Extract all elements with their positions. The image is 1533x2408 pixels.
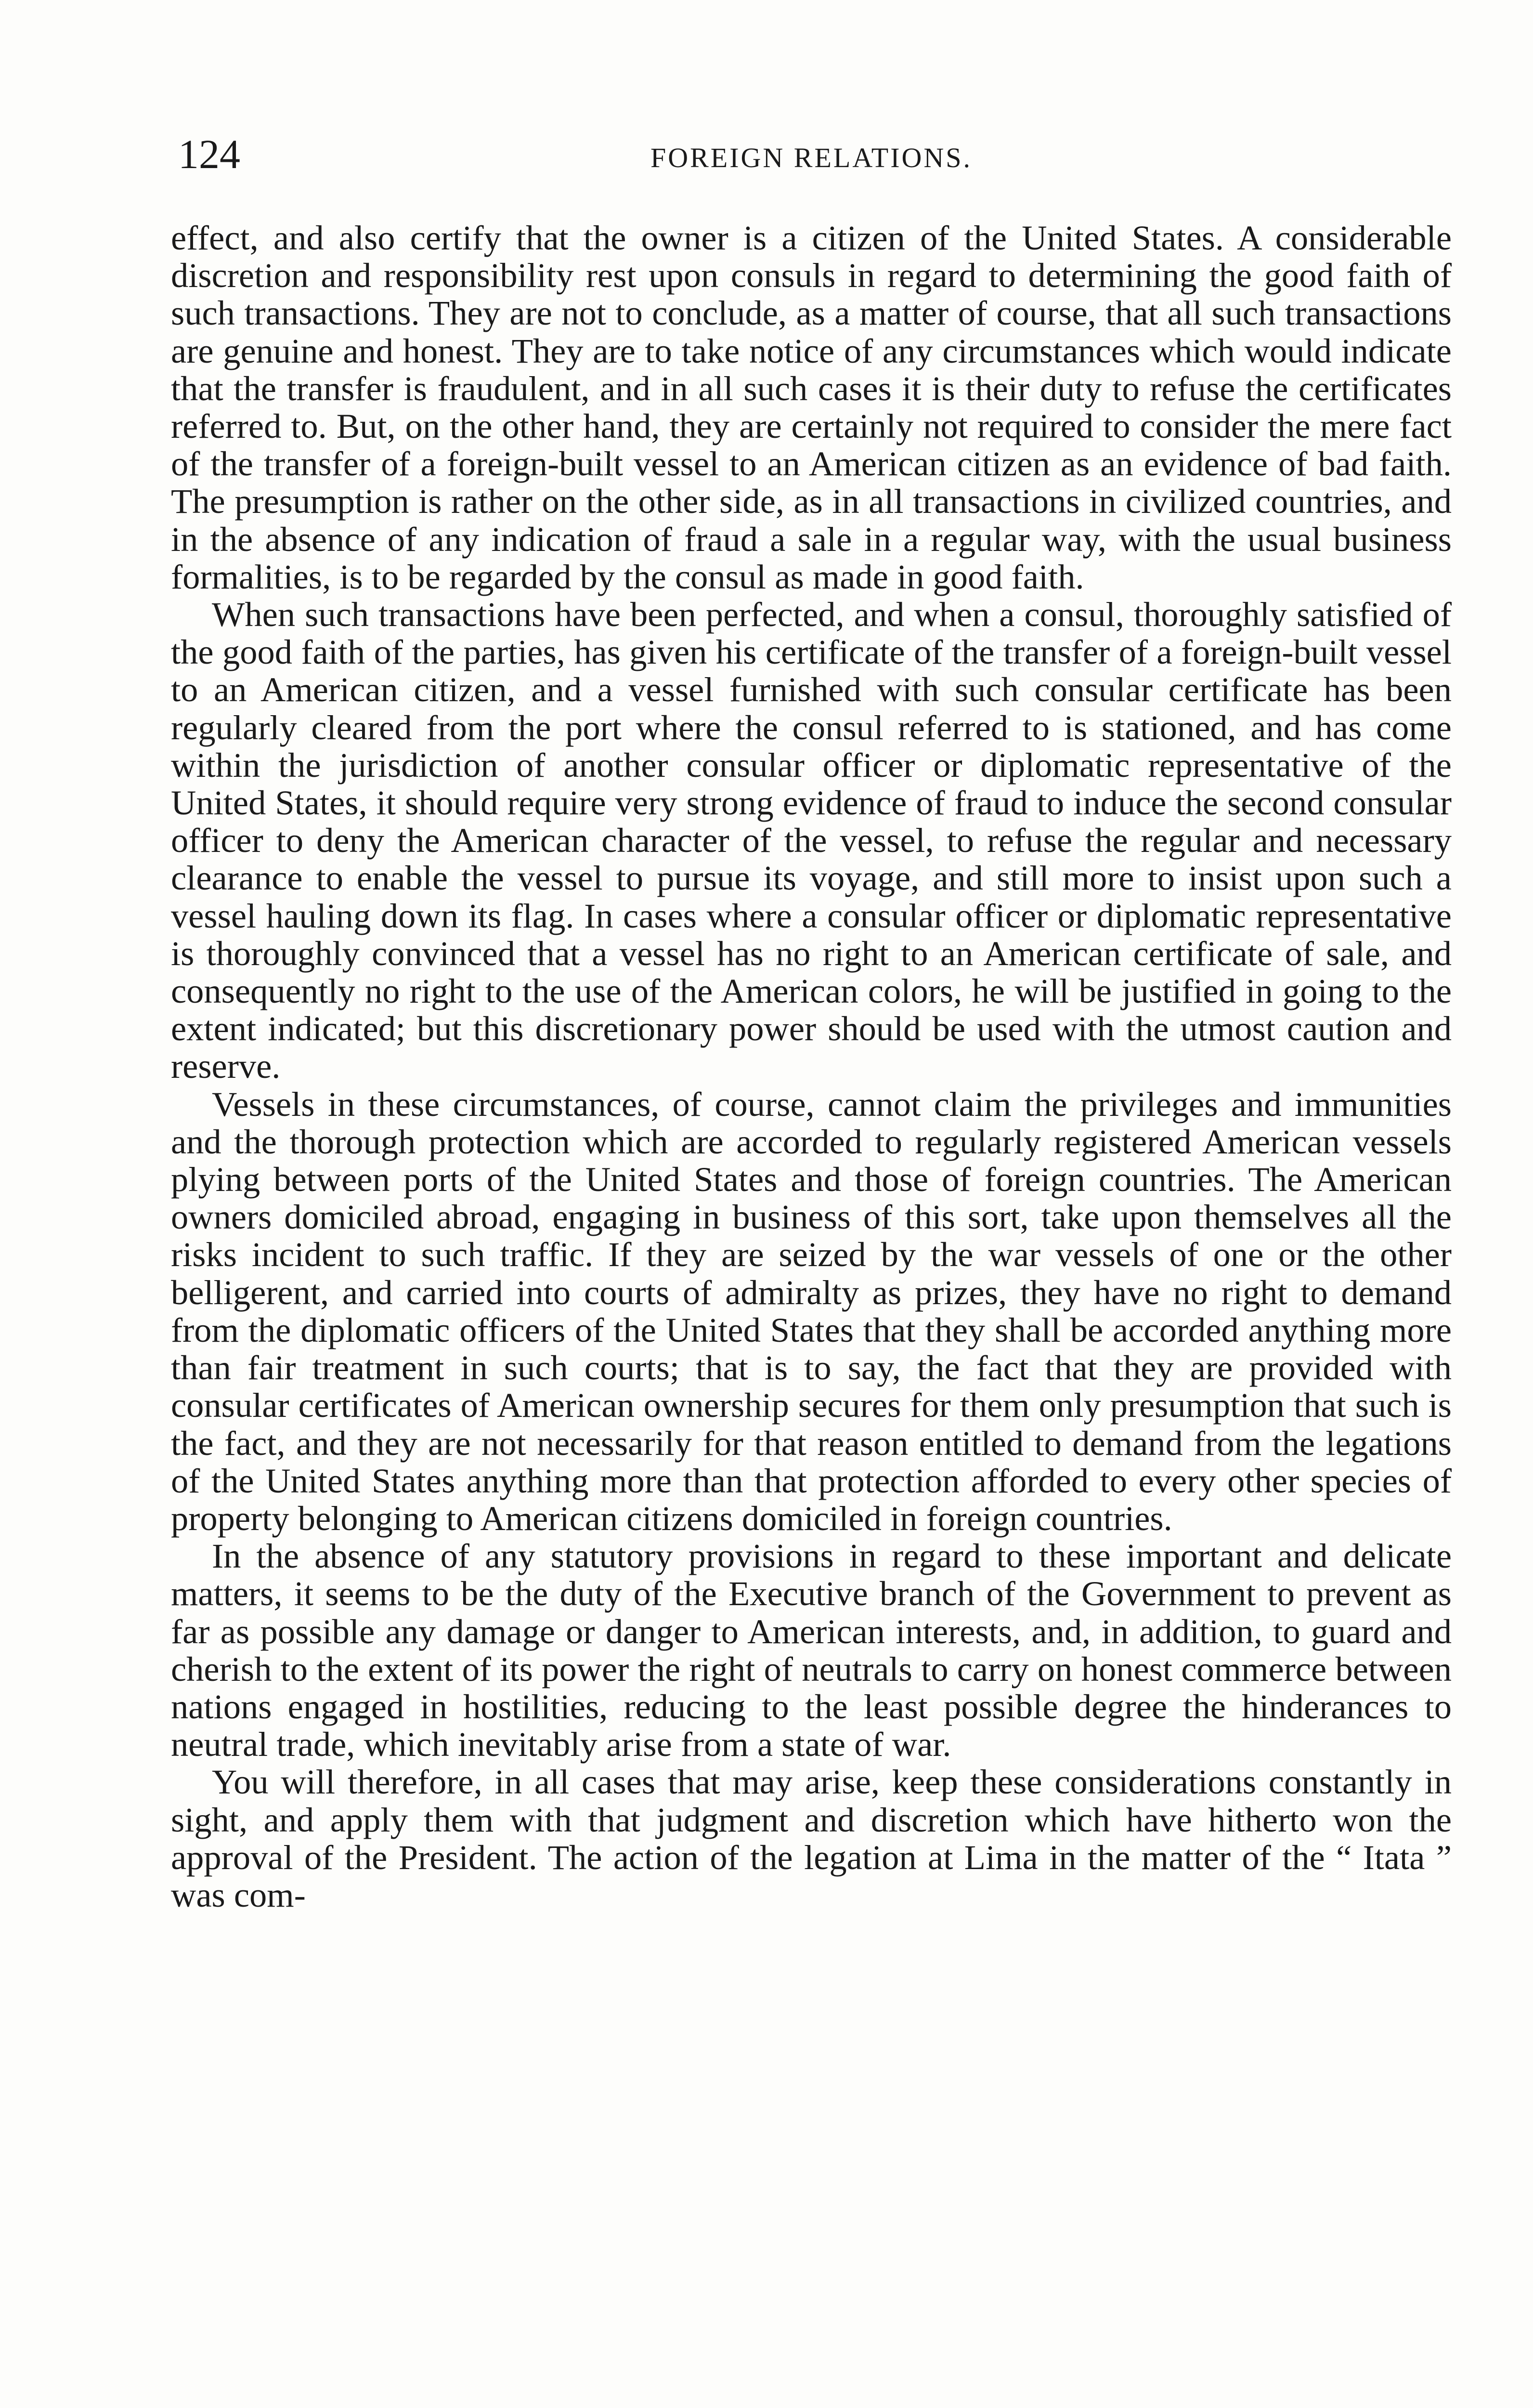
body-text [171, 219, 1452, 1914]
paragraph-4: In the absence of any statutory provisions in regard to these important and delicate matters, it seems to be the duty of the Executive branch of the Government to prevent as far as possible any damage or danger to American interests, and, in addition, to guard and cherish to the extent of its power the right of neutrals to carry on honest commerce between nations engaged in hostilities, reducing to the least possible degree the hinderances to neutral trade, which inevitably arise from a state of war. [171, 1536, 1452, 1764]
running-title: FOREIGN RELATIONS. [650, 142, 973, 173]
paragraph-3: Vessels in these circumstances, of course, cannot claim the privileges and immunities and the thorough protection which are accorded to regularly registered American vessels plying between ports of the United States and those of foreign countries. The American owners domiciled abroad, engaging in business of this sort, take upon themselves all the risks incident to such traffic. If they are seized by the war vessels of one or the other belligerent, and carried into courts of admiralty as prizes, they have no right to demand from the diplomatic officers of the United States that they shall be accorded anything more than fair treatment in such courts; that is to say, the fact that they are provided with consular certificates of American ownership secures for them only presumption that such is the fact, and they are not necessarily for that reason entitled to demand from the legations of the United States anything more than that protection afforded to every other species of property belonging to American citizens domiciled in foreign countries. [171, 1084, 1452, 1538]
paragraph-5: You will therefore, in all cases that may arise, keep these considerations constantly in sight, and apply them with that judgment and discretion which have hitherto won the approval of the President. The action of the legation at Lima in the matter of the “ Itata ” was com- [171, 1762, 1452, 1914]
paragraph-1: effect, and also certify that the owner is a citizen of the United States. A considerable discretion and responsibility rest upon consuls in regard to determining the good faith of such transactions. They are not to conclude, as a matter of course, that all such transactions are genuine and honest. They are to take notice of any circumstances which would indicate that the transfer is fraudulent, and in all such cases it is their duty to refuse the certificates referred to. But, on the other hand, they are certainly not required to consider the mere fact of the transfer of a foreign-built vessel to an American citizen as an evidence of bad faith. The presumption is rather on the other side, as in all transactions in civilized countries, and in the absence of any indication of fraud a sale in a regular way, with the usual business formalities, is to be regarded by the consul as made in good faith. [171, 218, 1452, 596]
page-number: 124 [178, 131, 240, 177]
page-header [178, 128, 1444, 181]
paragraph-2: When such transactions have been perfected, and when a consul, thoroughly satisfied of the good faith of the parties, has given his certificate of the transfer of a foreign-built vessel to an American citizen, and a vessel furnished with such consular certificate has been regularly cleared from the port where the consul referred to is stationed, and has come within the jurisdiction of another consular officer or diplomatic representative of the United States, it should require very strong evidence of fraud to induce the second consular officer to deny the American character of the vessel, to refuse the regular and necessary clearance to enable the vessel to pursue its voyage, and still more to insist upon such a vessel hauling down its flag. In cases where a consular officer or diplomatic representative is thoroughly convinced that a vessel has no right to an American certificate of sale, and consequently no right to the use of the American colors, he will be justified in going to the extent indicated; but this discretionary power should be used with the utmost caution and reserve. [171, 595, 1452, 1086]
